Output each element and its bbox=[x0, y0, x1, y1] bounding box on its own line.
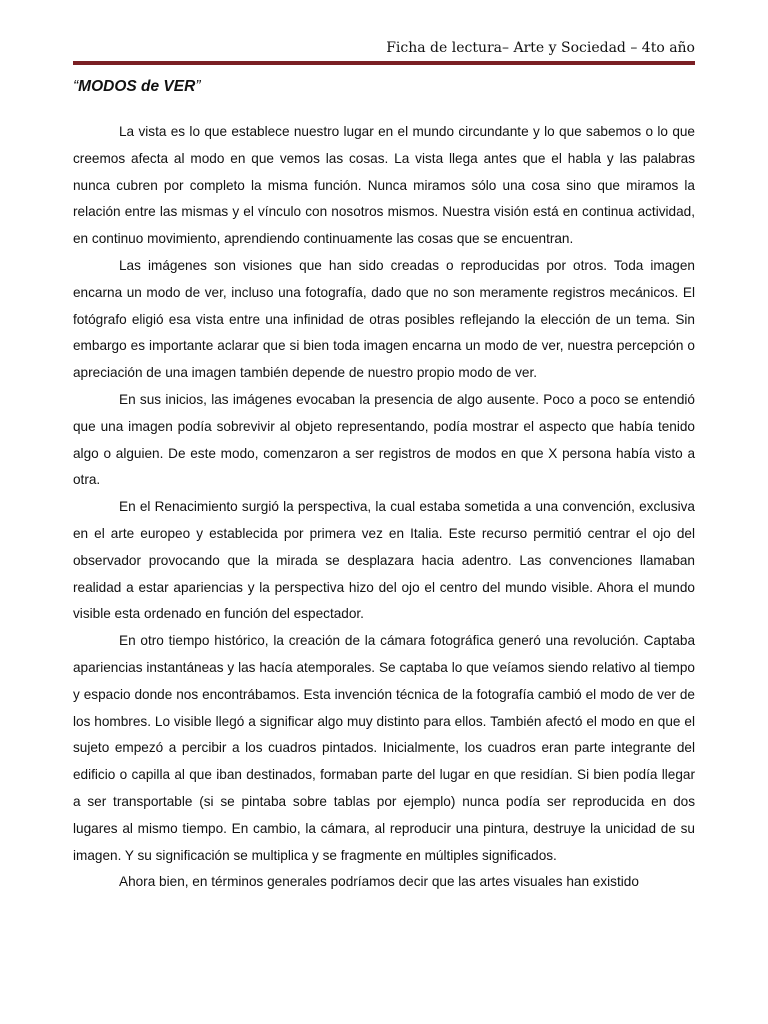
running-header: Ficha de lectura– Arte y Sociedad – 4to año bbox=[386, 40, 695, 56]
document-body bbox=[73, 119, 695, 896]
header-rule bbox=[73, 61, 695, 65]
paragraph: En sus inicios, las imágenes evocaban la presencia de algo ausente. Poco a poco se entendió que una imagen podía sobrevivir al objeto representando, podía mostrar el aspecto que había tenido algo o alguien. De este modo, comenzaron a ser registros de modos en que X persona había visto a otra. bbox=[73, 391, 695, 488]
title-text: MODOS de VER bbox=[78, 78, 196, 95]
title-open-quote: “ bbox=[73, 78, 79, 95]
paragraph: En el Renacimiento surgió la perspectiva, la cual estaba sometida a una convención, exclusiva en el arte europeo y establecida por primera vez en Italia. Este recurso permitió centrar el ojo del observador provocando que la mirada se desplazara hacia adentro. Las convenciones llamaban realidad a estar apariencias y la perspectiva hizo del ojo el centro del mundo visible. Ahora el mundo visible esta ordenado en función del espectador. bbox=[73, 499, 695, 622]
paragraph: Ahora bien, en términos generales podríamos decir que las artes visuales han existido bbox=[119, 874, 639, 890]
document-title bbox=[73, 78, 200, 96]
title-close-quote: ” bbox=[195, 78, 201, 95]
paragraph: Las imágenes son visiones que han sido creadas o reproducidas por otros. Toda imagen encarna un modo de ver, incluso una fotografía, dado que no son meramente registros mecánicos. El fotógrafo eligió esa vista entre una infinidad de otras posibles reflejando la elección de un tema. Sin embargo es importante aclarar que si bien toda imagen encarna un modo de ver, nuestra percepción o apreciación de una imagen también depende de nuestro propio modo de ver. bbox=[73, 257, 695, 381]
paragraph: En otro tiempo histórico, la creación de la cámara fotográfica generó una revolución. Captaba apariencias instantáneas y las hacía atemporales. Se captaba lo que veíamos siendo relativo al tiempo y espacio donde nos encontrábamos. Esta invención técnica de la fotografía cambió el modo de ver de los hombres. Lo visible llegó a significar algo muy distinto para ellos. También afectó el modo en que el sujeto empezó a percibir a los cuadros pintados. Inicialmente, los cuadros eran parte integrante del edificio o capilla al que iban destinados, formaban parte del lugar en que residían. Si bien podía llegar a ser transportable (si se pintaba sobre tablas por ejemplo) nunca podía ser reproducida en dos lugares al mismo tiempo. En cambio, la cámara, al reproducir una pintura, destruye la unicidad de su imagen. Y su significación se multiplica y se fragmente en múltiples significados. bbox=[73, 633, 695, 863]
paragraph: La vista es lo que establece nuestro lugar en el mundo circundante y lo que sabemos o lo que creemos afecta al modo en que vemos las cosas. La vista llega antes que el habla y las palabras nunca cubren por completo la misma función. Nunca miramos sólo una cosa sino que miramos la relación entre las mismas y el vínculo con nosotros mismos. Nuestra visión está en continua actividad, en continuo movimiento, aprendiendo continuamente las cosas que se encuentran. bbox=[73, 124, 695, 247]
